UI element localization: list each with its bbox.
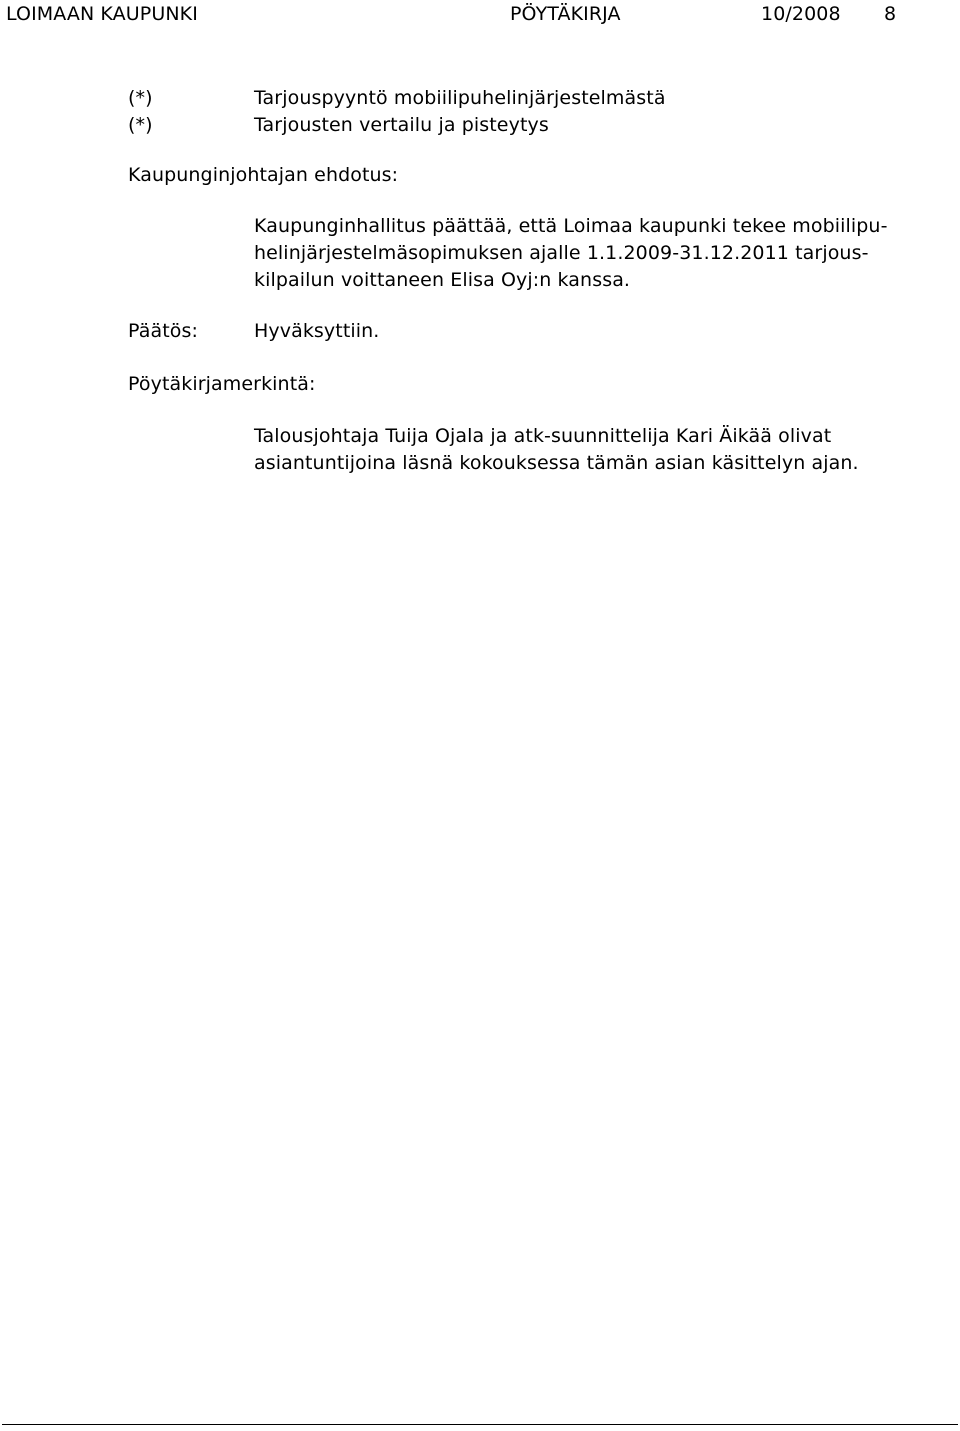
footer-divider	[2, 1424, 958, 1425]
header-meeting-number: 10/2008	[761, 3, 841, 25]
proposal-text-line: Kaupunginhallitus päättää, että Loimaa kaupunki tekee mobiilipu-	[254, 215, 888, 237]
agenda-item-title: Tarjouspyyntö mobiilipuhelinjärjestelmästä	[254, 87, 666, 109]
proposal-label: Kaupunginjohtajan ehdotus:	[128, 164, 399, 186]
agenda-item-title: Tarjousten vertailu ja pisteytys	[254, 114, 549, 136]
header-page-number: 8	[884, 3, 897, 25]
agenda-item-marker: (*)	[128, 87, 153, 109]
decision-label: Päätös:	[128, 320, 198, 342]
minutes-note-text-line: Talousjohtaja Tuija Ojala ja atk-suunnittelija Kari Äikää olivat	[254, 425, 832, 447]
agenda-item-marker: (*)	[128, 114, 153, 136]
proposal-text-line: kilpailun voittaneen Elisa Oyj:n kanssa.	[254, 269, 631, 291]
decision-text: Hyväksyttiin.	[254, 320, 380, 342]
header-organization: LOIMAAN KAUPUNKI	[6, 3, 198, 25]
proposal-text-line: helinjärjestelmäsopimuksen ajalle 1.1.2009-31.12.2011 tarjous-	[254, 242, 869, 264]
header-document-type: PÖYTÄKIRJA	[510, 3, 621, 25]
minutes-note-label: Pöytäkirjamerkintä:	[128, 373, 316, 395]
minutes-note-text-line: asiantuntijoina läsnä kokouksessa tämän asian käsittelyn ajan.	[254, 452, 859, 474]
